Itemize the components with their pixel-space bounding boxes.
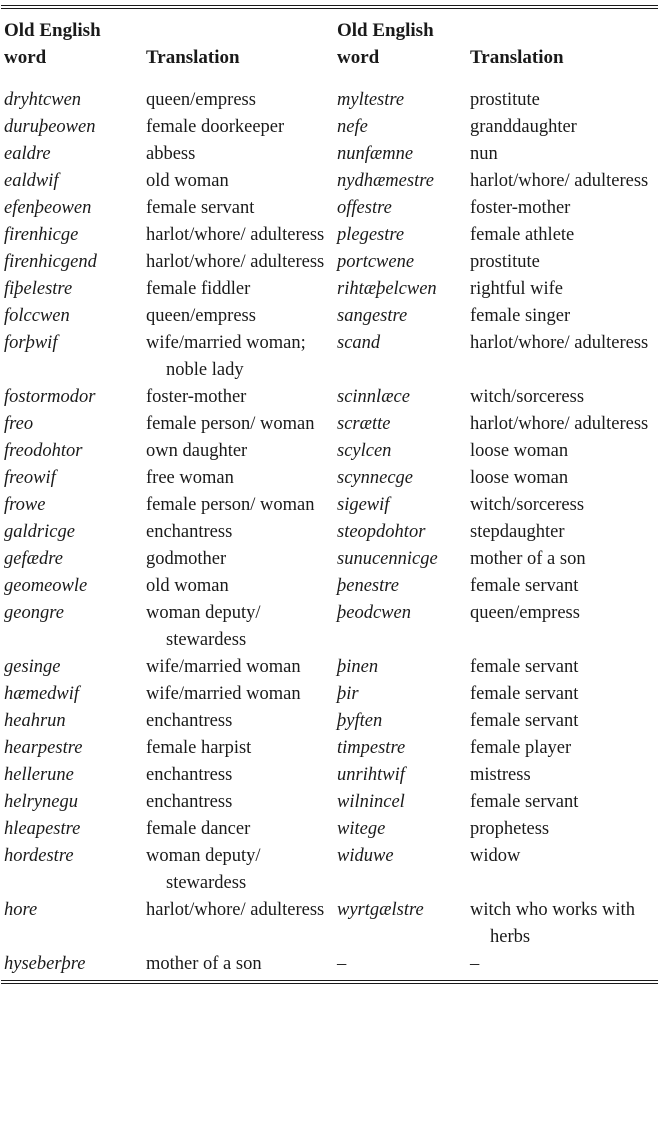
table-row <box>1 249 658 276</box>
table-row <box>1 114 658 141</box>
translation-left: enchantress <box>146 765 233 785</box>
old-english-word-left: heahrun <box>4 711 66 731</box>
table-row <box>1 708 658 735</box>
table-row <box>1 411 658 438</box>
old-english-word-left: freo <box>4 414 34 434</box>
table-row <box>1 303 658 330</box>
translation-left: harlot/whore/ adulteress <box>146 225 325 245</box>
translation-left: female doorkeeper <box>146 117 285 137</box>
translation-right: female servant <box>470 792 579 812</box>
translation-left: female harpist <box>146 738 252 758</box>
table-row <box>1 546 658 573</box>
old-english-glossary-table <box>1 9 658 980</box>
translation-left: free woman <box>146 468 234 488</box>
table-row <box>1 816 658 843</box>
table-row <box>1 519 658 546</box>
table-row <box>1 77 658 114</box>
old-english-word-right: nydhæmestre <box>337 171 434 191</box>
translation-right: female servant <box>470 684 579 704</box>
old-english-word-right: nunfæmne <box>337 144 414 164</box>
old-english-word-left: freodohtor <box>4 441 83 461</box>
translation-right: female servant <box>470 576 579 596</box>
old-english-word-right: sunucennicge <box>337 549 438 569</box>
translation-right: female singer <box>470 306 571 326</box>
translation-right: prostitute <box>470 90 540 110</box>
translation-right: stepdaughter <box>470 522 565 542</box>
translation-left: mother of a son <box>146 954 262 974</box>
translation-left: wife/married woman <box>146 684 301 704</box>
translation-right: mother of a son <box>470 549 586 569</box>
translation-right: widow <box>470 846 521 866</box>
table-row <box>1 141 658 168</box>
table-row <box>1 465 658 492</box>
table-row <box>1 897 658 951</box>
table-row <box>1 384 658 411</box>
old-english-word-left: hore <box>4 900 38 920</box>
translation-left: old woman <box>146 171 229 191</box>
translation-right: female servant <box>470 711 579 731</box>
old-english-word-right: scynnecge <box>337 468 414 488</box>
translation-right: harlot/whore/ adulteress <box>470 333 649 353</box>
translation-left: queen/empress <box>146 306 256 326</box>
old-english-word-left: fiþelestre <box>4 279 73 299</box>
old-english-word-right: offestre <box>337 198 392 218</box>
old-english-word-right: scrætte <box>337 414 391 434</box>
translation-right: – <box>470 954 480 974</box>
table-row <box>1 681 658 708</box>
table-row <box>1 276 658 303</box>
old-english-word-right: – <box>337 954 347 974</box>
old-english-word-right: sangestre <box>337 306 408 326</box>
header-old-english-word-left: Old English word <box>4 20 101 68</box>
translation-right: queen/empress <box>470 603 580 623</box>
old-english-word-left: ealdwif <box>4 171 59 191</box>
translation-left: woman deputy/ stewardess <box>146 603 261 650</box>
old-english-word-left: galdricge <box>4 522 75 542</box>
translation-left: wife/married woman; noble lady <box>146 333 306 380</box>
translation-left: female person/ woman <box>146 414 315 434</box>
table-row <box>1 492 658 519</box>
translation-right: rightful wife <box>470 279 563 299</box>
translation-left: harlot/whore/ adulteress <box>146 900 325 920</box>
translation-right: witch/sorceress <box>470 495 585 515</box>
old-english-word-left: frowe <box>4 495 46 515</box>
translation-right: harlot/whore/ adulteress <box>470 171 649 191</box>
old-english-word-left: forþwif <box>4 333 58 353</box>
old-english-word-left: dryhtcwen <box>4 90 82 110</box>
old-english-word-right: unrihtwif <box>337 765 405 785</box>
translation-left: wife/married woman <box>146 657 301 677</box>
old-english-word-right: þir <box>337 684 359 704</box>
old-english-word-right: timpestre <box>337 738 406 758</box>
old-english-word-right: wilnincel <box>337 792 405 812</box>
old-english-word-left: hæmedwif <box>4 684 80 704</box>
old-english-word-right: þyften <box>337 711 383 731</box>
translation-left: abbess <box>146 144 196 164</box>
old-english-word-right: þinen <box>337 657 379 677</box>
old-english-word-left: efenþeowen <box>4 198 92 218</box>
translation-left: own daughter <box>146 441 248 461</box>
table-row <box>1 438 658 465</box>
translation-left: foster-mother <box>146 387 247 407</box>
table-row <box>1 735 658 762</box>
translation-right: nun <box>470 144 498 164</box>
old-english-word-left: fostormodor <box>4 387 96 407</box>
header-old-english-word-right: Old English word <box>337 20 434 68</box>
old-english-word-right: scinnlæce <box>337 387 410 407</box>
old-english-word-left: helrynegu <box>4 792 78 812</box>
old-english-word-left: hleapestre <box>4 819 81 839</box>
header-translation-left: Translation <box>146 47 240 68</box>
translation-right: granddaughter <box>470 117 577 137</box>
table-row <box>1 843 658 897</box>
old-english-word-left: folccwen <box>4 306 70 326</box>
translation-right: foster-mother <box>470 198 571 218</box>
translation-left: female person/ woman <box>146 495 315 515</box>
old-english-word-left: firenhicgend <box>4 252 97 272</box>
table-row <box>1 762 658 789</box>
table-row <box>1 573 658 600</box>
translation-left: old woman <box>146 576 229 596</box>
translation-left: woman deputy/ stewardess <box>146 846 261 893</box>
translation-right: female servant <box>470 657 579 677</box>
header-translation-right: Translation <box>470 47 564 68</box>
old-english-word-right: myltestre <box>337 90 405 110</box>
table-row <box>1 330 658 384</box>
old-english-word-right: widuwe <box>337 846 394 866</box>
translation-right: mistress <box>470 765 531 785</box>
glossary-table-container <box>1 0 658 984</box>
old-english-word-left: duruþeowen <box>4 117 96 137</box>
table-row <box>1 951 658 980</box>
translation-left: harlot/whore/ adulteress <box>146 252 325 272</box>
translation-left: queen/empress <box>146 90 256 110</box>
old-english-word-right: scylcen <box>337 441 392 461</box>
old-english-word-left: firenhicge <box>4 225 79 245</box>
table-row <box>1 654 658 681</box>
old-english-word-left: freowif <box>4 468 56 488</box>
old-english-word-right: þeodcwen <box>337 603 411 623</box>
header-row <box>1 9 658 77</box>
translation-right: prophetess <box>470 819 550 839</box>
translation-right: female athlete <box>470 225 575 245</box>
old-english-word-right: wyrtgælstre <box>337 900 424 920</box>
old-english-word-left: hearpestre <box>4 738 83 758</box>
old-english-word-left: gefædre <box>4 549 63 569</box>
translation-left: female dancer <box>146 819 251 839</box>
old-english-word-right: portcwene <box>337 252 415 272</box>
translation-left: enchantress <box>146 522 233 542</box>
translation-right: female player <box>470 738 572 758</box>
old-english-word-right: þenestre <box>337 576 399 596</box>
old-english-word-right: steopdohtor <box>337 522 426 542</box>
old-english-word-right: witege <box>337 819 386 839</box>
table-row <box>1 600 658 654</box>
translation-right: harlot/whore/ adulteress <box>470 414 649 434</box>
bottom-rule-double <box>1 983 658 984</box>
translation-left: female servant <box>146 198 255 218</box>
table-row <box>1 195 658 222</box>
old-english-word-left: hellerune <box>4 765 74 785</box>
old-english-word-right: plegestre <box>337 225 405 245</box>
translation-right: loose woman <box>470 468 569 488</box>
old-english-word-right: nefe <box>337 117 368 137</box>
old-english-word-right: sigewif <box>337 495 390 515</box>
table-row <box>1 222 658 249</box>
table-row <box>1 789 658 816</box>
old-english-word-left: ealdre <box>4 144 51 164</box>
translation-right: loose woman <box>470 441 569 461</box>
old-english-word-right: scand <box>337 333 381 353</box>
translation-left: female fiddler <box>146 279 251 299</box>
old-english-word-right: rihtæþelcwen <box>337 279 437 299</box>
old-english-word-left: geongre <box>4 603 64 623</box>
translation-left: enchantress <box>146 792 233 812</box>
translation-right: prostitute <box>470 252 540 272</box>
table-row <box>1 168 658 195</box>
translation-left: enchantress <box>146 711 233 731</box>
translation-left: godmother <box>146 549 227 569</box>
translation-right: witch/sorceress <box>470 387 585 407</box>
old-english-word-left: gesinge <box>4 657 61 677</box>
old-english-word-left: hyseberþre <box>4 954 86 974</box>
translation-right: witch who works with herbs <box>470 900 635 947</box>
old-english-word-left: geomeowle <box>4 576 88 596</box>
old-english-word-left: hordestre <box>4 846 74 866</box>
